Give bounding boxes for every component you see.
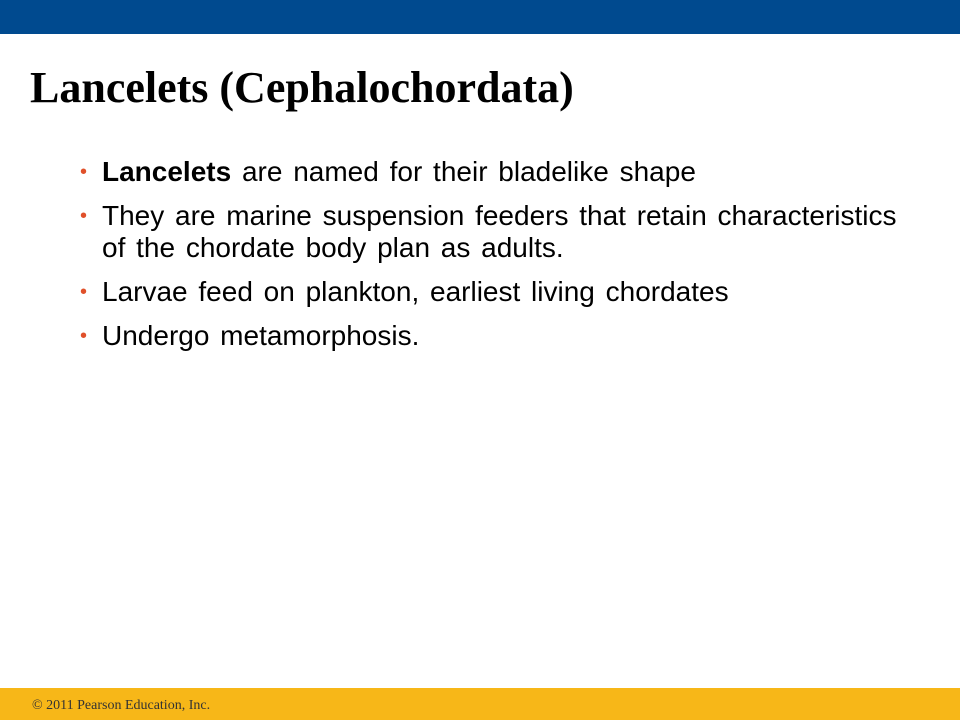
bullet-item-larvae bbox=[80, 276, 900, 308]
bullet-body: are named for their bladelike shape bbox=[231, 156, 696, 187]
bullet-text bbox=[102, 156, 900, 188]
bullet-item-feeders bbox=[80, 200, 900, 264]
bullet-text: Larvae feed on plankton, earliest living chordates bbox=[102, 276, 729, 307]
bullet-icon: • bbox=[80, 325, 88, 347]
bullet-icon: • bbox=[80, 205, 88, 227]
bullet-icon: • bbox=[80, 161, 88, 183]
bullet-icon: • bbox=[80, 281, 88, 303]
copyright-notice: © 2011 Pearson Education, Inc. bbox=[32, 698, 211, 713]
bullet-list bbox=[80, 156, 900, 364]
slide-title: Lancelets (Cephalochordata) bbox=[30, 63, 574, 112]
bullet-text: Undergo metamorphosis. bbox=[102, 320, 420, 351]
header-bar bbox=[0, 0, 960, 34]
bullet-emphasis: Lancelets bbox=[102, 156, 232, 187]
bullet-item-lancelets bbox=[80, 156, 900, 188]
bullet-item-metamorphosis bbox=[80, 320, 900, 352]
bullet-text: They are marine suspension feeders that retain characteristics of the chordate body plan as adults. bbox=[102, 200, 897, 263]
